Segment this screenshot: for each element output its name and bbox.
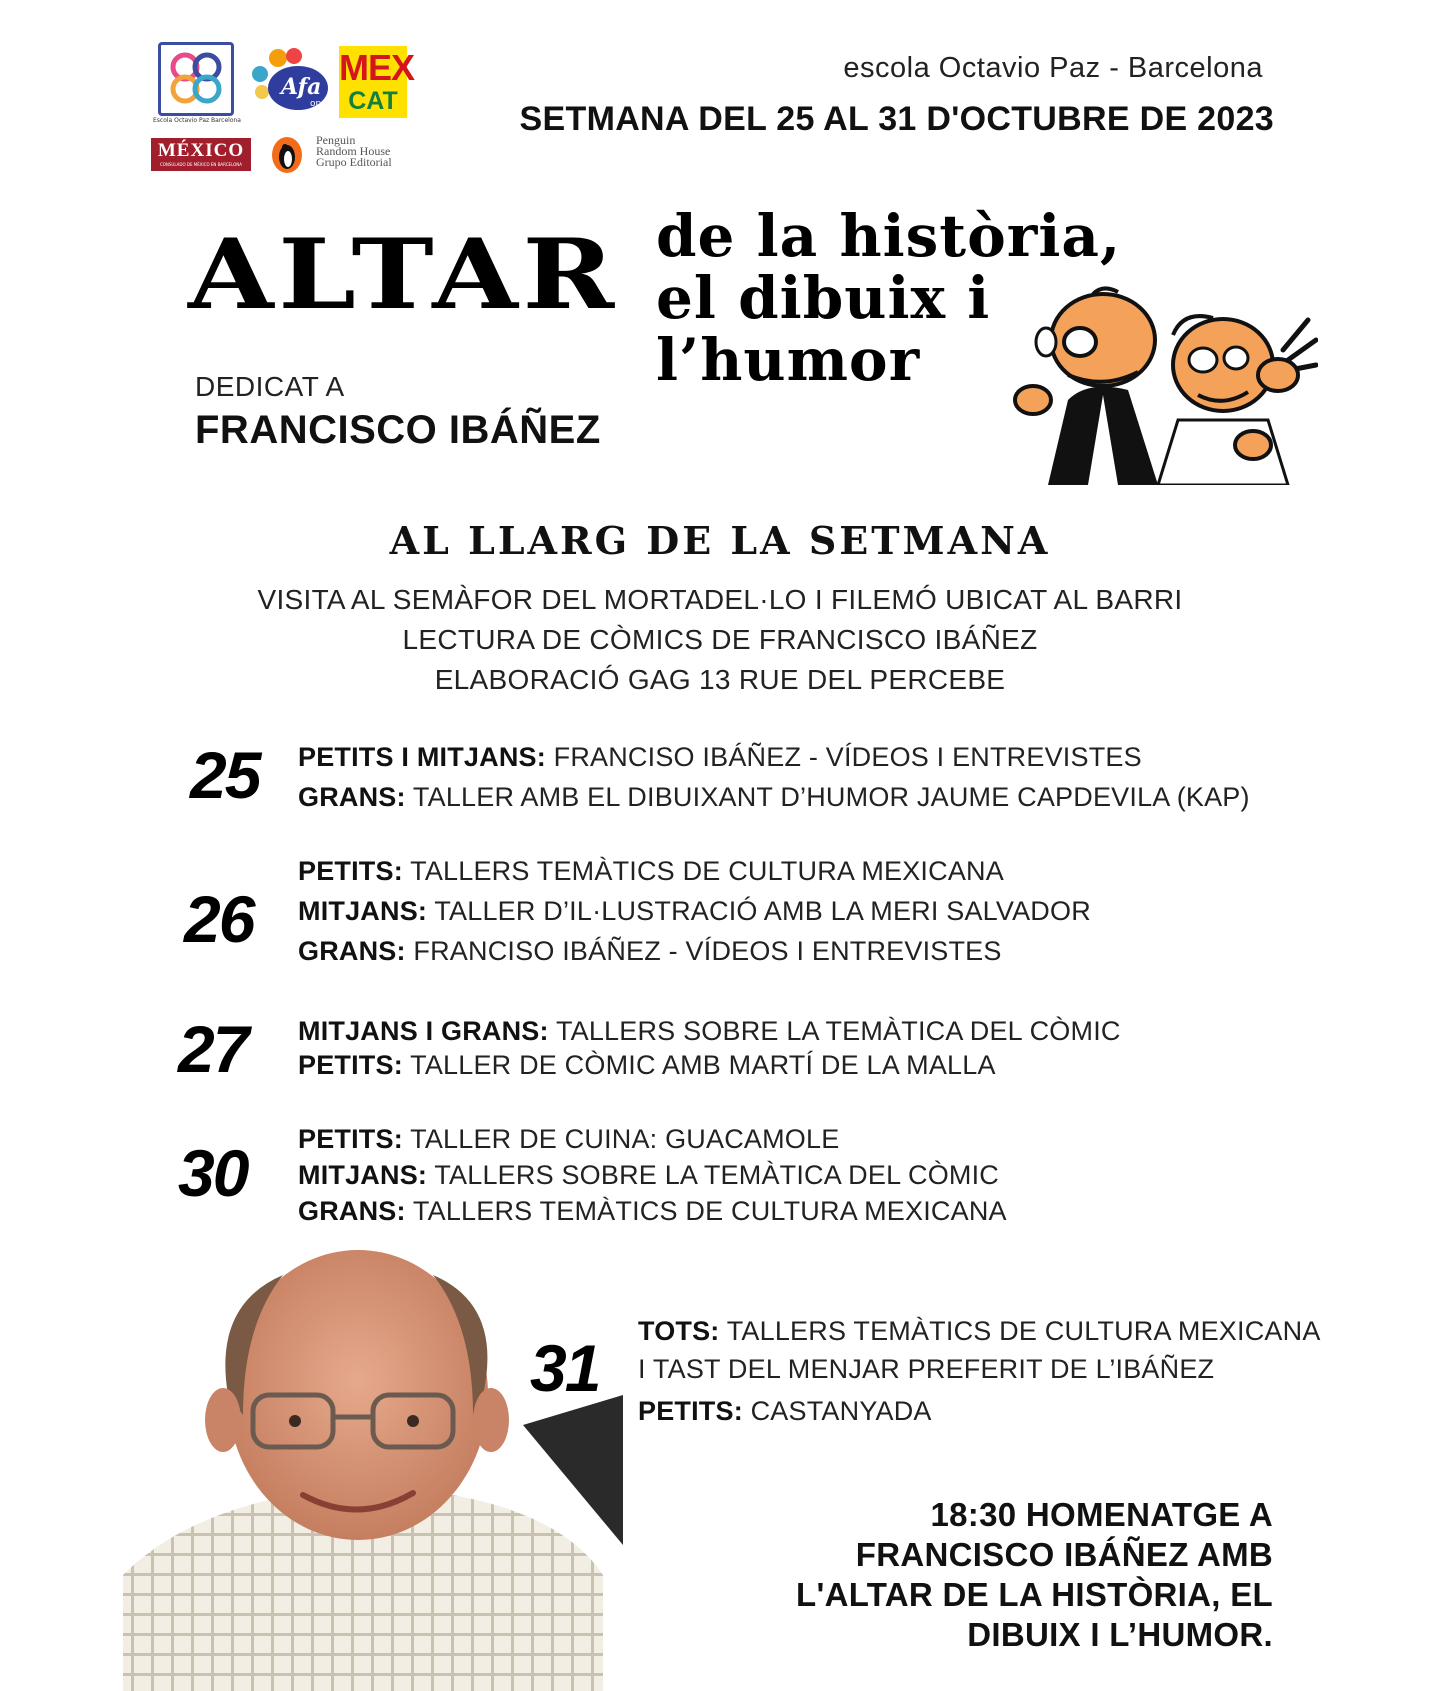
week-activity: ELABORACIÓ GAG 13 RUE DEL PERCEBE	[434, 664, 1006, 695]
schedule-entry: PETITS I MITJANS: FRANCISO IBÁÑEZ - VÍDEOS I ENTREVISTES	[298, 742, 1142, 772]
schedule-entry: TOTS: TALLERS TEMÀTICS DE CULTURA MEXICANA	[638, 1316, 1321, 1346]
cartoon-illustration	[1008, 280, 1318, 485]
schedule-entry: PETITS: TALLER DE CUINA: GUACAMOLE	[298, 1124, 840, 1154]
homage-line: L'ALTAR DE LA HISTÒRIA, EL	[795, 1576, 1273, 1613]
schedule-entry: PETITS: TALLERS TEMÀTICS DE CULTURA MEXICANA	[298, 856, 1004, 886]
school-logo	[158, 42, 234, 116]
homage-line: 18:30 HOMENATGE A	[930, 1496, 1273, 1533]
altar-title: ALTAR	[188, 218, 619, 331]
schedule-entry: MITJANS: TALLER D’IL·LUSTRACIÓ AMB LA MERI SALVADOR	[298, 896, 1091, 926]
penguin-random-house-logo	[270, 135, 410, 175]
day-number: 31	[530, 1331, 600, 1405]
schedule-entry: MITJANS I GRANS: TALLERS SOBRE LA TEMÀTICA DEL CÒMIC	[298, 1016, 1121, 1046]
schedule-entry: GRANS: TALLERS TEMÀTICS DE CULTURA MEXICANA	[298, 1196, 1007, 1226]
mexico-logo-text: MÉXICO	[157, 140, 245, 161]
schedule-entry: GRANS: FRANCISO IBÁÑEZ - VÍDEOS I ENTREVISTES	[298, 936, 1002, 966]
francisco-ibanez-portrait	[123, 1245, 625, 1691]
day-number: 25	[190, 738, 260, 812]
schedule-entry: I TAST DEL MENJAR PREFERIT DE L’IBÁÑEZ	[638, 1354, 1215, 1384]
afa-logo	[248, 46, 330, 114]
day-number: 27	[178, 1012, 248, 1086]
school-name: escola Octavio Paz - Barcelona	[843, 52, 1263, 84]
schedule-entry: PETITS: CASTANYADA	[638, 1396, 932, 1426]
schedule-entry: PETITS: TALLER DE CÒMIC AMB MARTÍ DE LA MALLA	[298, 1050, 996, 1080]
mexico-logo-sub: CONSULADO DE MÉXICO EN BARCELONA	[159, 162, 243, 167]
mexcat-logo-top: MEX	[339, 47, 415, 88]
penguin-icon	[270, 135, 304, 175]
mexcat-logo	[339, 46, 415, 118]
homage-line: DIBUIX I L’HUMOR.	[967, 1616, 1273, 1653]
week-activity: VISITA AL SEMÀFOR DEL MORTADEL·LO I FILEMÓ UBICAT AL BARRI	[257, 584, 1183, 615]
week-heading: AL LLARG DE LA SETMANA	[389, 518, 1051, 563]
day-number: 30	[178, 1136, 248, 1210]
homage-announcement	[796, 1495, 1273, 1655]
week-activity: LECTURA DE CÒMICS DE FRANCISCO IBÁÑEZ	[402, 624, 1038, 655]
mexcat-logo-bottom: CAT	[348, 87, 398, 115]
school-logo-caption: Escola Octavio Paz Barcelona	[152, 117, 241, 124]
school-logo-mark	[161, 45, 231, 113]
mexico-consulate-logo	[151, 138, 251, 171]
day-number: 26	[184, 882, 254, 956]
penguin-logo-text: Penguin Random House Grupo Editorial	[316, 133, 392, 169]
subtitle-line: l’humor	[656, 326, 921, 394]
week-title: SETMANA DEL 25 AL 31 D'OCTUBRE DE 2023	[519, 100, 1274, 138]
subtitle-line: el dibuix i	[656, 264, 991, 332]
dedicated-label: DEDICAT A	[195, 371, 345, 402]
afa-logo-text: Afa	[281, 74, 322, 100]
subtitle-line: de la història,	[656, 202, 1122, 270]
schedule-entry: MITJANS: TALLERS SOBRE LA TEMÀTICA DEL CÒMIC	[298, 1160, 999, 1190]
afa-logo-sub: op	[310, 99, 322, 109]
homage-line: FRANCISCO IBÁÑEZ AMB	[855, 1536, 1273, 1573]
week-activities	[0, 580, 1440, 700]
dedicated-name: FRANCISCO IBÁÑEZ	[195, 408, 601, 452]
schedule-entry: GRANS: TALLER AMB EL DIBUIXANT D’HUMOR JAUME CAPDEVILA (KAP)	[298, 782, 1250, 812]
